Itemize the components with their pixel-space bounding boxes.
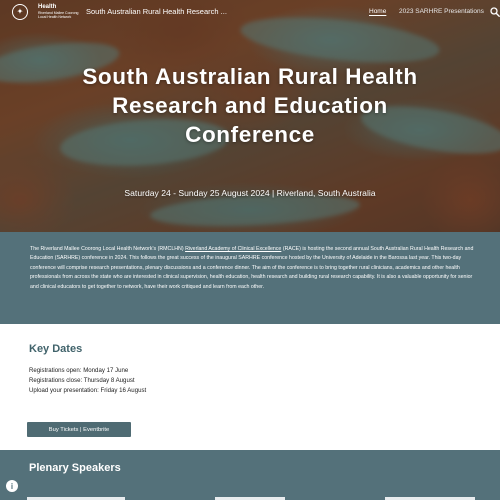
government-crest-icon[interactable]: ✦ (12, 4, 28, 20)
key-dates-heading: Key Dates (29, 343, 83, 355)
page-title (40, 62, 460, 149)
logo-subtitle-line-1: Riverland Mallee Coorong (38, 11, 79, 15)
logo-subtitle-line-2: Local Health Network (38, 15, 72, 19)
plenary-speakers-heading: Plenary Speakers (29, 462, 121, 474)
intro-text-part-1: The Riverland Mallee Coorong Local Health Network's (RMCLHN) (30, 246, 186, 252)
plenary-speakers-section (0, 450, 500, 500)
event-date-location: Saturday 24 - Sunday 25 August 2024 | Riverland, South Australia (124, 188, 376, 198)
search-icon[interactable] (490, 7, 500, 17)
page-title-line-2: Research and Education (112, 93, 388, 118)
key-date-item: Registrations open: Monday 17 June (29, 367, 129, 374)
buy-tickets-button[interactable]: Buy Tickets | Eventbrite (27, 422, 131, 437)
key-date-item: Registrations close: Thursday 8 August (29, 377, 135, 384)
top-navigation-bar (0, 0, 500, 24)
intro-paragraph (30, 245, 477, 292)
logo-title: Health (38, 4, 57, 10)
key-dates-section (0, 324, 500, 450)
key-date-item: Upload your presentation: Friday 16 August (29, 387, 147, 394)
page-title-line-1: South Australian Rural Health (82, 64, 418, 89)
site-title[interactable]: South Australian Rural Health Research ... (86, 7, 227, 16)
nav-link-2023-presentations[interactable]: 2023 SARHRE Presentations (399, 8, 484, 15)
page-title-line-3: Conference (185, 122, 315, 147)
hero-banner (0, 0, 500, 232)
site-logo[interactable] (38, 4, 78, 19)
nav-link-home[interactable]: Home (369, 8, 387, 15)
race-link[interactable]: Riverland Academy of Clinical Excellence (185, 246, 282, 252)
intro-section (0, 232, 500, 324)
intro-text-part-2: (RACE) is hosting the second annual South Australian Rural Health Research and Education (SARHRE) conference in 2024. This follows the great success of the inaugural SARHRE conference hosted by the University of Adelaide in the Barossa last year. This two-day conference will comprise research presentations, plenary discussions and a conference dinner. The aim of the conference is to bring together rural clinicians, academics and other health professionals from across the state who are interested in clinical supervision, health education, health research and building rural research capability. It is also a valuable opportunity for senior and clinical educators to get together to network, have their work critiqued and learn from each other. (30, 246, 474, 290)
info-icon[interactable]: i (6, 480, 18, 492)
